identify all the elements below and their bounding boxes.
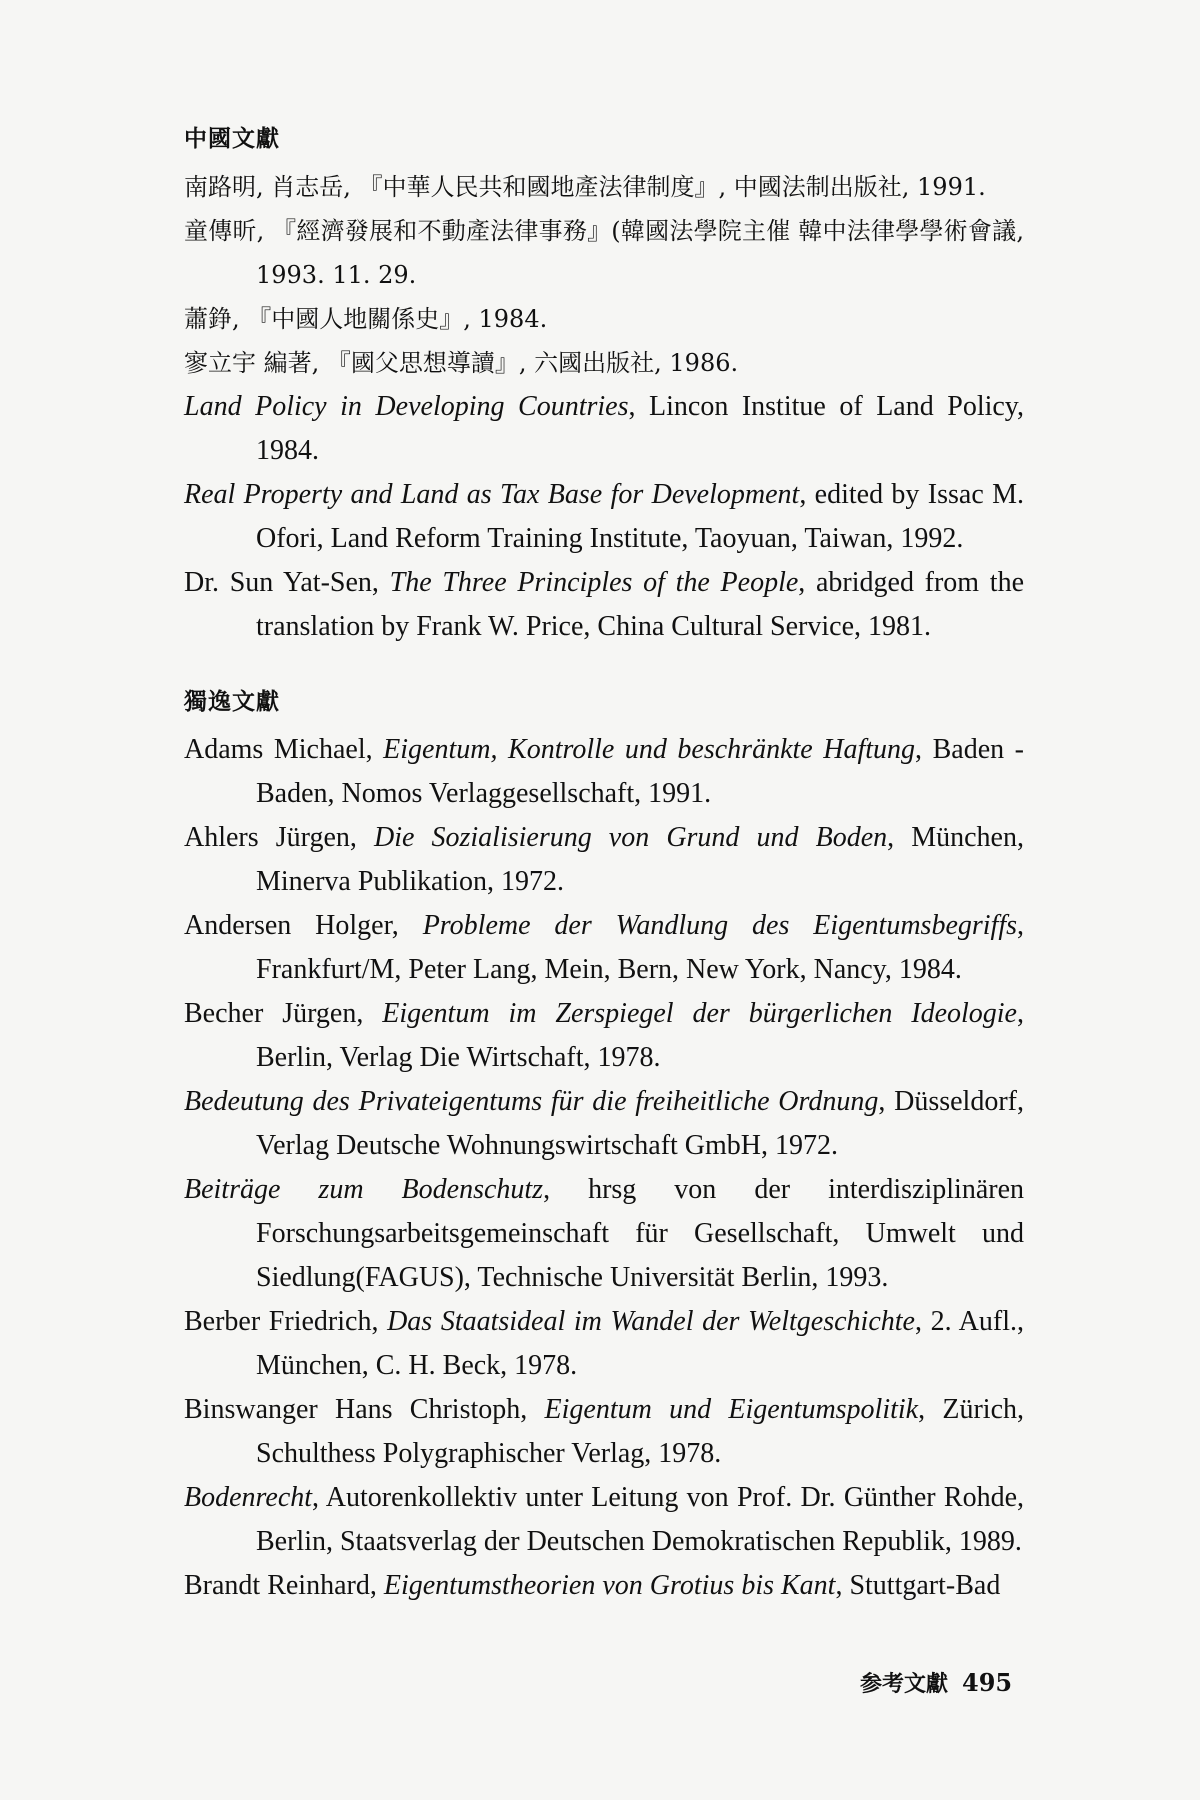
reference-entry: Land Policy in Developing Countries, Lincon Institue of Land Policy, 1984. xyxy=(184,391,1024,466)
reference-entry: Dr. Sun Yat-Sen, The Three Principles of the People, abridged from the translation by Frank W. Price, China Cultural Service, 1981. xyxy=(184,567,1025,642)
reference-entry: Ahlers Jürgen, Die Sozialisierung von Grund und Boden, München, Minerva Publikation, 1972. xyxy=(184,822,1024,897)
reference-entry: 南路明, 肖志岳, 『中華人民共和國地產法律制度』, 中國法制出版社, 1991. xyxy=(184,173,986,201)
section-title: 中國文獻 xyxy=(184,126,280,152)
reference-entry: Bodenrecht, Autorenkollektiv unter Leitung von Prof. Dr. Günther Rohde, Berlin, Staatsverlag der Deutschen Demokratischen Republik, 1989. xyxy=(184,1482,1024,1557)
reference-entry: Berber Friedrich, Das Staatsideal im Wandel der Weltgeschichte, 2. Aufl., München, C. H. Beck, 1978. xyxy=(184,1306,1025,1381)
section-title: 獨逸文獻 xyxy=(184,689,280,715)
reference-entry: Bedeutung des Privateigentums für die freiheitliche Ordnung, Düsseldorf, Verlag Deutsche Wohnungswirtschaft GmbH, 1972. xyxy=(184,1086,1024,1161)
reference-entry: Binswanger Hans Christoph, Eigentum und Eigentumspolitik, Zürich, Schulthess Polygraphischer Verlag, 1978. xyxy=(184,1394,1024,1469)
section-german-literature xyxy=(184,683,1024,1608)
page-footer xyxy=(860,1667,1012,1698)
reference-entry: 蕭錚, 『中國人地關係史』, 1984. xyxy=(184,305,548,333)
section-chinese-literature xyxy=(184,120,1024,649)
reference-entry: Beiträge zum Bodenschutz, hrsg von der interdisziplinären Forschungsarbeitsgemeinschaft für Gesellschaft, Umwelt und Siedlung(FAGUS), Technische Universität Berlin, 1993. xyxy=(184,1174,1025,1293)
reference-entry: Adams Michael, Eigentum, Kontrolle und beschränkte Haftung, Baden -Baden, Nomos Verlaggesellschaft, 1991. xyxy=(184,734,1025,809)
reference-entry: 童傳昕, 『經濟發展和不動產法律事務』(韓國法學院主催 韓中法律學學術會議, 1993. 11. 29. xyxy=(184,217,1024,289)
running-footer-label: 参考文獻 xyxy=(860,1671,949,1697)
reference-entry: Becher Jürgen, Eigentum im Zerspiegel der bürgerlichen Ideologie, Berlin, Verlag Die Wirtschaft, 1978. xyxy=(184,998,1024,1073)
reference-entry: Brandt Reinhard, Eigentumstheorien von Grotius bis Kant, Stuttgart-Bad xyxy=(184,1570,1001,1601)
reference-entry: Andersen Holger, Probleme der Wandlung des Eigentumsbegriffs, Frankfurt/M, Peter Lang, Mein, Bern, New York, Nancy, 1984. xyxy=(184,910,1024,985)
bibliography xyxy=(184,120,1024,1608)
page-number: 495 xyxy=(962,1668,1013,1697)
reference-entry: 寥立宇 編著, 『國父思想導讀』, 六國出版社, 1986. xyxy=(184,349,739,377)
reference-entry: Real Property and Land as Tax Base for Development, edited by Issac M. Ofori, Land Reform Training Institute, Taoyuan, Taiwan, 1992. xyxy=(184,479,1024,554)
